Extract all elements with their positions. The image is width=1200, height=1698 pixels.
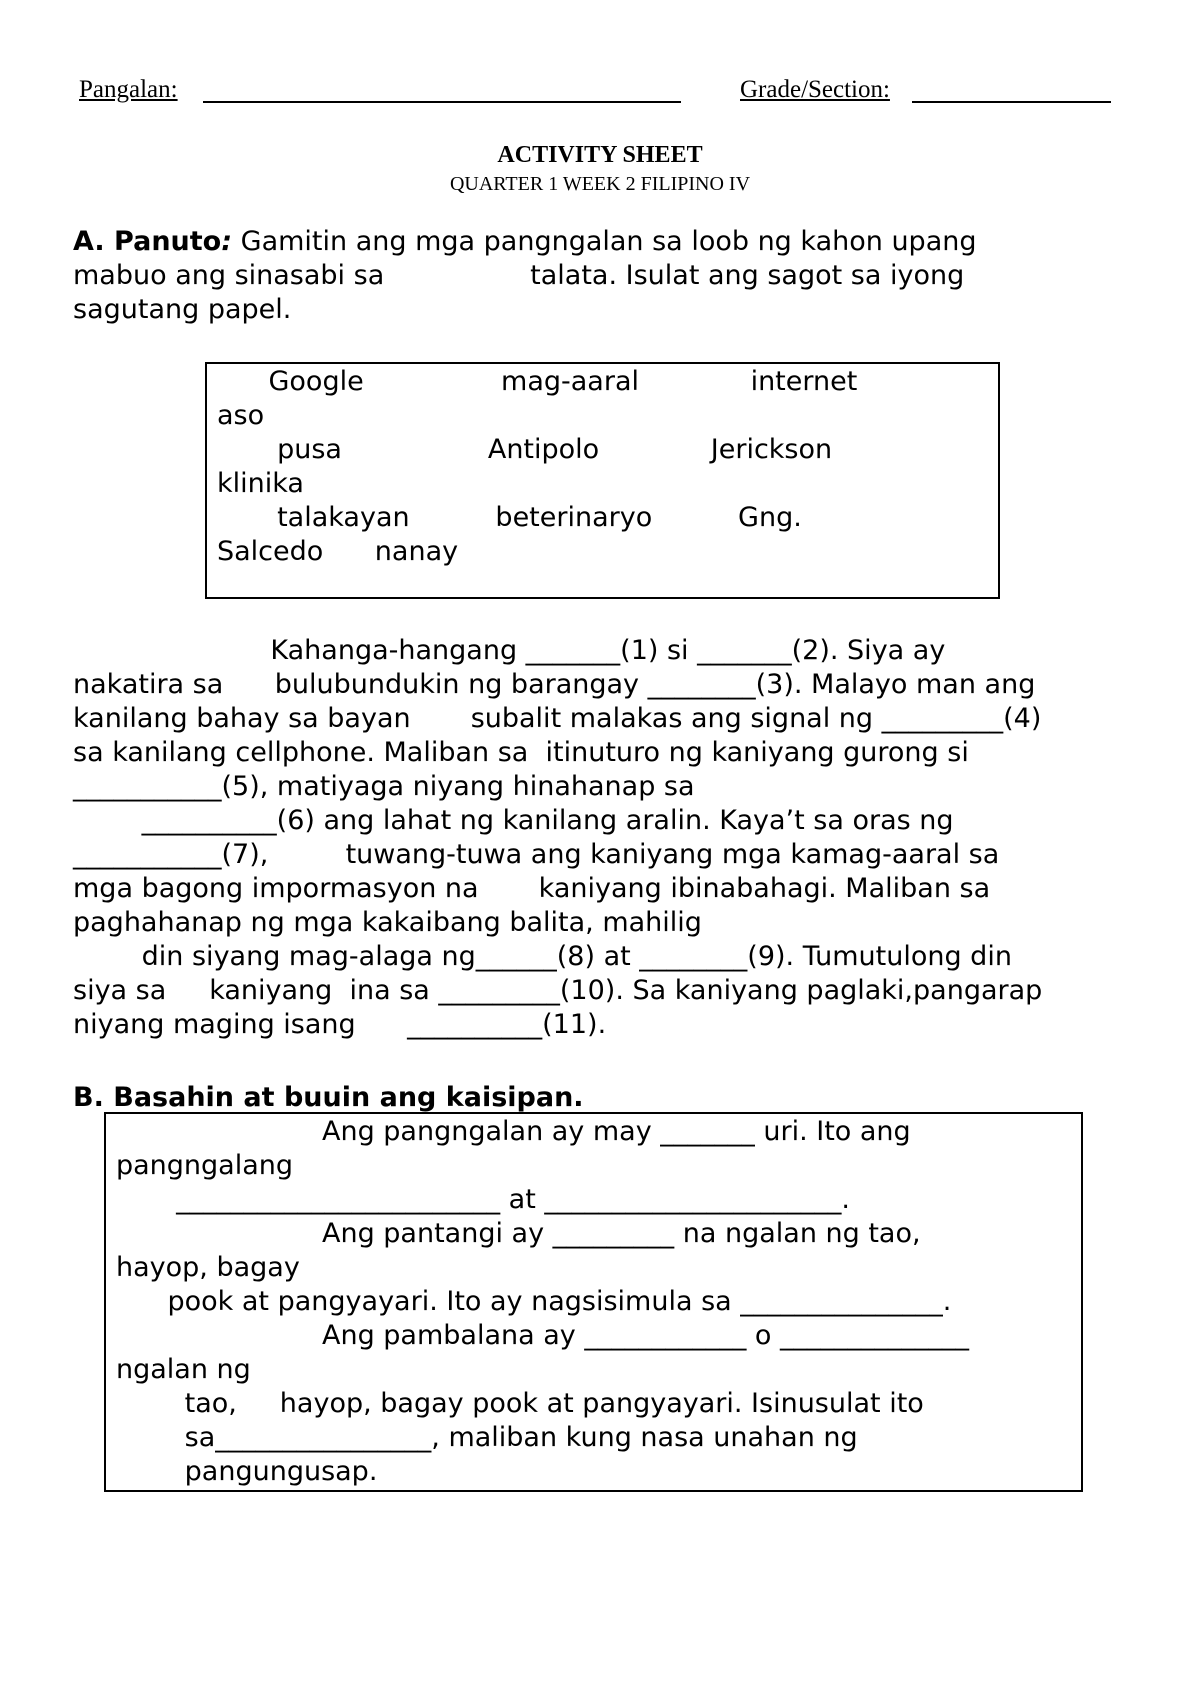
name-field-line[interactable]	[203, 101, 681, 103]
paragraph-line: siya sa kaniyang ina sa _________(10). Sa kaniyang paglaki,pangarap	[73, 975, 1043, 1006]
word-bank-line: Google mag-aaral internet	[217, 366, 858, 397]
section-b-line: Ang pambalana ay ____________ o ______________	[116, 1320, 970, 1351]
grade-section-label: Grade/Section:	[740, 76, 890, 103]
word-bank-line: Salcedo nanay	[217, 536, 459, 567]
section-a-label: A. Panuto	[73, 226, 222, 257]
paragraph-line: din siyang mag-alaga ng______(8) at ________(9). Tumutulong din	[73, 941, 1012, 972]
paragraph-line: paghahanap ng mga kakaibang balita, mahilig	[73, 907, 702, 938]
section-b-line: Ang pantangi ay _________ na ngalan ng tao,	[116, 1218, 921, 1249]
section-b-text	[116, 1115, 969, 1489]
section-b-line: ________________________ at ______________________.	[116, 1184, 850, 1215]
section-a-line-3: sagutang papel.	[73, 294, 292, 325]
section-a-instructions	[73, 225, 977, 327]
paragraph-line: __________(6) ang lahat ng kanilang aralin. Kaya’t sa oras ng	[73, 805, 954, 836]
section-b-line: tao, hayop, bagay pook at pangyayari. Isinusulat ito	[116, 1388, 924, 1419]
paragraph-line: Kahanga-hangang _______(1) si _______(2). Siya ay	[73, 635, 946, 666]
section-b-line: hayop, bagay	[116, 1252, 300, 1283]
paragraph-line: mga bagong impormasyon na kaniyang ibinabahagi. Maliban sa	[73, 873, 991, 904]
section-b-line: ngalan ng	[116, 1354, 251, 1385]
section-a-colon: :	[221, 226, 233, 257]
paragraph-line: niyang maging isang __________(11).	[73, 1009, 607, 1040]
fill-in-paragraph	[73, 634, 1042, 1042]
grade-section-field-line[interactable]	[912, 101, 1111, 103]
section-b-line: pangungusap.	[116, 1456, 378, 1487]
section-a-line-1: Gamitin ang mga pangngalan sa loob ng kahon upang	[232, 226, 977, 257]
paragraph-line: ___________(7), tuwang-tuwa ang kaniyang mga kamag-aaral sa	[73, 839, 1000, 870]
word-bank-line: klinika	[217, 468, 304, 499]
paragraph-line: nakatira sa bulubundukin ng barangay ________(3). Malayo man ang	[73, 669, 1036, 700]
name-label: Pangalan:	[79, 76, 178, 103]
page-subtitle: QUARTER 1 WEEK 2 FILIPINO IV	[449, 173, 751, 195]
section-b-heading: B. Basahin at buuin ang kaisipan.	[73, 1082, 584, 1113]
section-b-line: sa________________, maliban kung nasa unahan ng	[116, 1422, 858, 1453]
word-bank-line: aso	[217, 400, 265, 431]
word-bank-text	[217, 365, 857, 569]
paragraph-line: ___________(5), matiyaga niyang hinahanap sa	[73, 771, 695, 802]
page-title: ACTIVITY SHEET	[497, 142, 703, 168]
word-bank-line: pusa Antipolo Jerickson	[217, 434, 833, 465]
word-bank-line: talakayan beterinaryo Gng.	[217, 502, 802, 533]
section-b-line: pangngalang	[116, 1150, 294, 1181]
paragraph-line: sa kanilang cellphone. Maliban sa itinuturo ng kaniyang gurong si	[73, 737, 969, 768]
section-b-line: pook at pangyayari. Ito ay nagsisimula sa _______________.	[116, 1286, 952, 1317]
paragraph-line: kanilang bahay sa bayan subalit malakas ang signal ng _________(4)	[73, 703, 1042, 734]
section-a-line-2: mabuo ang sinasabi sa talata. Isulat ang sagot sa iyong	[73, 260, 965, 291]
section-b-line: Ang pangngalan ay may _______ uri. Ito ang	[116, 1116, 911, 1147]
